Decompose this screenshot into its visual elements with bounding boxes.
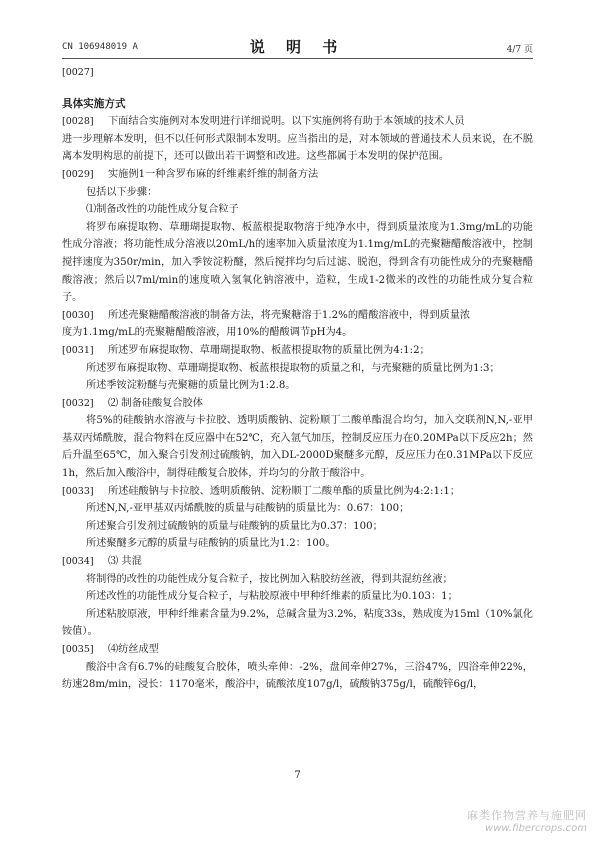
step-2-title: ⑵ 制备硅酸复合胶体 — [108, 397, 203, 409]
document-body — [62, 62, 533, 694]
patent-number: CN 106948019 A — [62, 42, 138, 52]
paragraph-number: [0034] — [62, 556, 94, 568]
paragraph-0033 — [62, 483, 533, 501]
paragraph-0030 — [62, 307, 533, 325]
paragraph-0028-continued: 进一步理解本发明，但不以任何形式限制本发明。应当指出的是，对本领域的普通技术人员来说，在不脱离本发明构思的前提下，还可以做出若干调整和改进。这些都属于本发明的保护范围。 — [62, 133, 533, 163]
example-title: 实施例1一种含罗布麻的纤维素纤维的制备方法 — [108, 168, 319, 180]
paragraph-text: 所述硅酸钠与卡拉胶、透明质酸钠、淀粉顺丁二酸单酯的质量比例为4:2:1:1； — [108, 485, 461, 497]
paragraph-0032 — [62, 395, 533, 413]
paragraph-0034 — [62, 553, 533, 571]
paragraph-text: 下面结合实施例对本发明进行详细说明。以下实施例将有助于本领域的技术人员 — [108, 116, 465, 128]
step-1-body: 将罗布麻提取物、草珊瑚提取物、板蓝根提取物溶于纯净水中，得到质量浓度为1.3mg/mL的功能性成分溶液；将功能性成分溶液以20mL/h的速率加入质量浓度为1.1mg/mL的壳聚糖醋酸溶液中，控制搅拌速度为350r/min，加入季铵淀粉醚，然后搅拌均匀后过滤、脱泡，得到含有功能性成分的壳聚糖醋酸溶液；然后以7ml/min的速度喷入氢氧化钠溶液中，造粒，生成1-2微米的改性的功能性成分复合粒子。 — [62, 221, 533, 304]
page-number: 7 — [294, 770, 301, 781]
watermark-site-name: 麻类作物营养与施肥网 — [467, 809, 587, 822]
section-heading: 具体实施方式 — [62, 97, 126, 110]
paragraph-0030-continued: 度为1.1mg/mL的壳聚糖醋酸溶液，用10%的醋酸调节pH为4。 — [62, 327, 353, 339]
paragraph-number-0027: [0027] — [62, 67, 94, 78]
paragraph-number: [0030] — [62, 309, 94, 321]
header-divider — [62, 58, 533, 59]
paragraph-number: [0029] — [62, 168, 94, 180]
watermark-url: www.fibercrops.com — [485, 823, 587, 834]
paragraph-number: [0033] — [62, 485, 94, 497]
step-4-body: 酸浴中含有6.7%的硅酸复合胶体，喷头牵伸：-2%，盘间牵伸27%，三浴47%，四浴牵伸22%，纺速28m/min，浸长：1170毫米，酸浴中，硫酸浓度107g/l，硫酸钠375g/l，硫酸锌6g/l， — [62, 661, 533, 691]
paragraph-number: [0031] — [62, 344, 94, 356]
paragraph-0034-b: 将制得的改性的功能性成分复合粒子，按比例加入粘胶纺丝液，得到共混纺丝液； — [86, 573, 453, 585]
paragraph-0031-b: 所述罗布麻提取物、草珊瑚提取物、板蓝根提取物的质量之和，与壳聚糖的质量比例为1:3； — [86, 362, 500, 374]
paragraph-0033-d: 所述聚醚多元醇的质量与硅酸钠的质量比为1.2：100。 — [86, 538, 336, 550]
paragraph-text: 所述罗布麻提取物、草珊瑚提取物、板蓝根提取物的质量比例为4:1:2； — [108, 344, 430, 356]
paragraph-0035 — [62, 641, 533, 659]
paragraph-0033-c: 所述聚合引发剂过硫酸钠的质量与硅酸钠的质量比为0.37：100； — [86, 520, 383, 532]
paragraph-number: [0035] — [62, 644, 94, 655]
paragraph-text: 所述壳聚糖醋酸溶液的制备方法，将壳聚糖溶于1.2%的醋酸溶液中，得到质量浓 — [108, 309, 471, 321]
paragraph-0031-c: 所述季铵淀粉醚与壳聚糖的质量比例为1:2.8。 — [86, 380, 296, 392]
step-4-title: ⑷纺丝成型 — [108, 644, 159, 655]
paragraph-number: [0032] — [62, 397, 94, 409]
steps-intro: 包括以下步骤： — [86, 186, 158, 198]
step-2-body: 将5%的硅酸钠水溶液与卡拉胶、透明质酸钠、淀粉顺丁二酸单酯混合均匀，加入交联剂N,N,-亚甲基双丙烯酰胺，混合物料在反应器中在52℃，充入氩气加压，控制反应压力在0.20MPa以下反应2h；然后升温至65℃，加入聚合引发剂过硫酸钠，加入DL-2000D聚醚多元醇，反应压力在0.31MPa以下反应1h，然后加入酸浴中，制得硅酸复合胶体，并均匀的分散于酸浴中。 — [62, 415, 533, 480]
paragraph-number: [0028] — [62, 116, 94, 128]
paragraph-0033-b: 所述N,N,-亚甲基双丙烯酰胺的质量与硅酸钠的质量比为：0.67：100； — [86, 503, 410, 515]
step-1-title: ⑴制备改性的功能性成分复合粒子 — [86, 204, 239, 216]
page-indicator: 4/7 页 — [506, 45, 533, 55]
paragraph-0029 — [62, 166, 533, 184]
page-header — [62, 36, 533, 56]
paragraph-0034-c: 所述改性的功能性成分复合粒子，与粘胶原液中甲种纤维素的质量比为0.103：1； — [86, 591, 458, 603]
watermark — [467, 807, 587, 834]
paragraph-0028 — [62, 113, 533, 131]
document-title: 说 明 书 — [249, 38, 346, 56]
paragraph-0034-d: 所述粘胶原液，甲种纤维素含量为9.2%，总碱含量为3.2%，粘度33s，熟成度为15ml（10%氯化铵值）。 — [62, 608, 533, 638]
paragraph-0031 — [62, 342, 533, 360]
step-3-title: ⑶ 共混 — [108, 556, 142, 568]
